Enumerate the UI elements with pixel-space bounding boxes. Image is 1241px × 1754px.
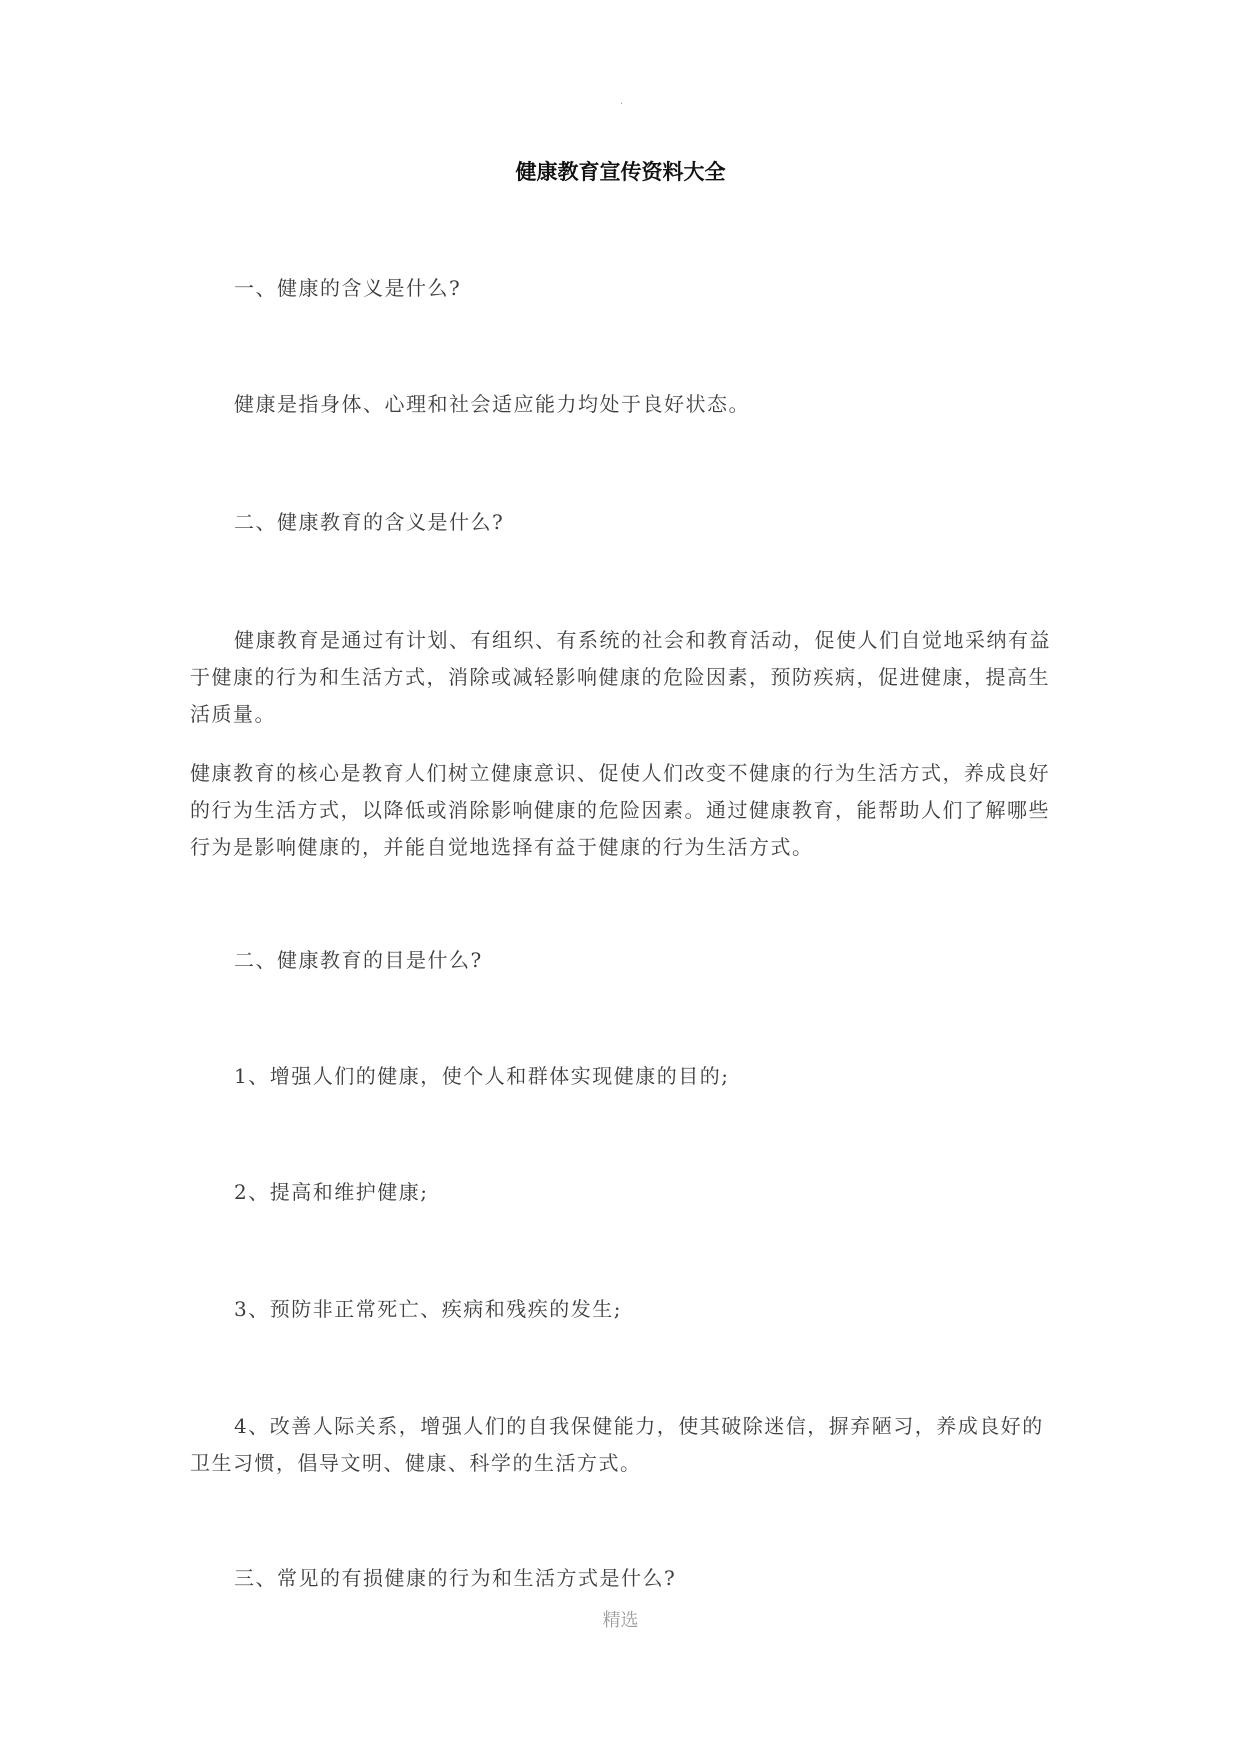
page-title: 健康教育宣传资料大全 (515, 160, 726, 184)
paragraph: 健康教育的核心是教育人们树立健康意识、促使人们改变不健康的行为生活方式，养成良好的行为生活方式，以降低或消除影响健康的危险因素。通过健康教育，能帮助人们了解哪些行为是影响健康的，并能自觉地选择有益于健康的行为生活方式。 (190, 761, 1050, 859)
page-footer: 精选 (602, 1610, 639, 1631)
list-item: 3、预防非正常死亡、疾病和残疾的发生; (234, 1297, 622, 1321)
section-heading-2: 二、健康教育的含义是什么? (234, 510, 505, 534)
paragraph: 健康是指身体、心理和社会适应能力均处于良好状态。 (234, 392, 750, 416)
header-mark: . (620, 96, 624, 107)
list-item: 2、提高和维护健康; (234, 1180, 429, 1204)
paragraph: 健康教育是通过有计划、有组织、有系统的社会和教育活动，促使人们自觉地采纳有益于健康的行为和生活方式，消除或减轻影响健康的危险因素，预防疾病，促进健康，提高生活质量。 (190, 628, 1051, 726)
list-item: 4、改善人际关系，增强人们的自我保健能力，使其破除迷信，摒弃陋习，养成良好的卫生习惯，倡导文明、健康、科学的生活方式。 (190, 1414, 1044, 1475)
section-heading-3: 二、健康教育的目是什么? (234, 948, 483, 972)
section-heading-1: 一、健康的含义是什么? (234, 276, 462, 300)
section-heading-4: 三、常见的有损健康的行为和生活方式是什么? (234, 1566, 677, 1590)
list-item: 1、增强人们的健康，使个人和群体实现健康的目的; (234, 1064, 730, 1088)
